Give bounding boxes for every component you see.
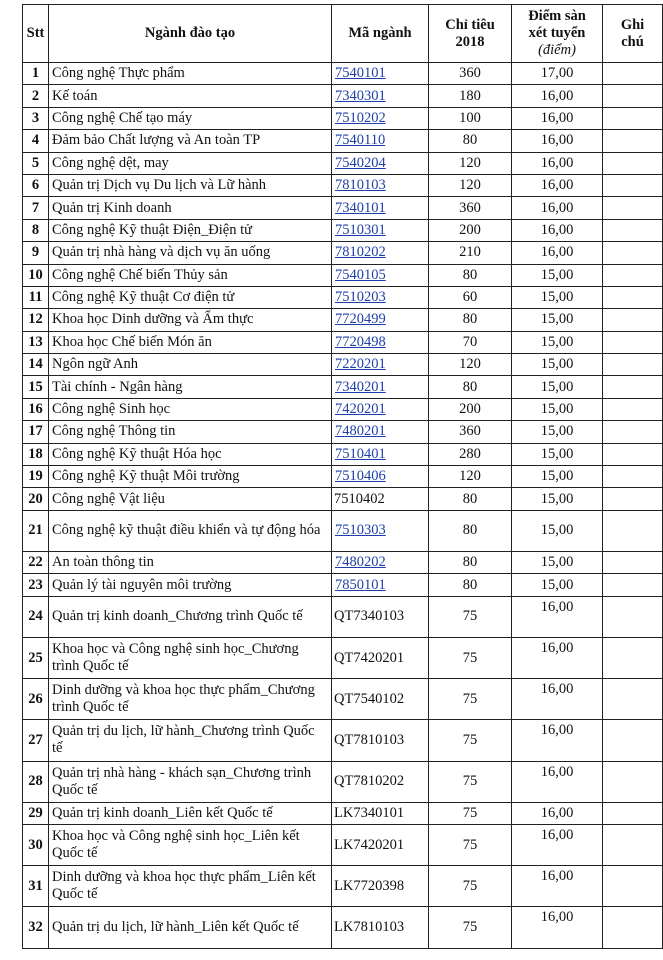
min-score: 16,00 [512, 866, 603, 907]
major-code-link[interactable]: 7540110 [335, 132, 386, 149]
table-row [23, 510, 663, 551]
min-score: 16,00 [512, 679, 603, 720]
quota-2018: 75 [429, 761, 512, 802]
table-row [23, 679, 663, 720]
major-name: Công nghệ Thực phẩm [49, 63, 332, 85]
note-cell [603, 174, 663, 196]
major-code-link[interactable]: 7540101 [335, 65, 386, 82]
major-code-cell [332, 242, 429, 264]
quota-2018: 100 [429, 107, 512, 129]
quota-2018: 280 [429, 443, 512, 465]
note-cell [603, 130, 663, 152]
table-row [23, 802, 663, 824]
row-number: 12 [23, 309, 49, 331]
row-number: 11 [23, 286, 49, 308]
major-code-cell [332, 152, 429, 174]
major-code: QT7540102 [332, 679, 429, 720]
min-score: 16,00 [512, 130, 603, 152]
min-score: 16,00 [512, 174, 603, 196]
major-code-link[interactable]: 7480202 [335, 554, 386, 571]
major-code-link[interactable]: 7510406 [335, 468, 386, 485]
min-score: 17,00 [512, 63, 603, 85]
major-code-cell [332, 85, 429, 107]
table-row [23, 264, 663, 286]
note-cell [603, 354, 663, 376]
table-row [23, 331, 663, 353]
row-number: 5 [23, 152, 49, 174]
header-quota [429, 5, 512, 63]
table-row [23, 197, 663, 219]
note-cell [603, 574, 663, 596]
major-code-cell [332, 574, 429, 596]
major-name: Quản trị kinh doanh_Chương trình Quốc tế [49, 596, 332, 637]
table-row [23, 85, 663, 107]
major-code-link[interactable]: 7540105 [335, 266, 386, 283]
min-score: 15,00 [512, 488, 603, 510]
major-name: Công nghệ Kỹ thuật Hóa học [49, 443, 332, 465]
min-score: 16,00 [512, 242, 603, 264]
quota-2018: 70 [429, 331, 512, 353]
quota-2018: 80 [429, 574, 512, 596]
min-score: 16,00 [512, 219, 603, 241]
major-name: Dinh dưỡng và khoa học thực phẩm_Chương trình Quốc tế [49, 679, 332, 720]
major-code: QT7810202 [332, 761, 429, 802]
row-number: 2 [23, 85, 49, 107]
quota-2018: 80 [429, 264, 512, 286]
table-row [23, 761, 663, 802]
quota-2018: 75 [429, 596, 512, 637]
table-row [23, 488, 663, 510]
major-code-cell [332, 309, 429, 331]
major-code-cell [332, 421, 429, 443]
header-row [23, 5, 663, 63]
major-name: Khoa học và Công nghệ sinh học_Liên kết Quốc tế [49, 825, 332, 866]
note-cell [603, 107, 663, 129]
note-cell [603, 376, 663, 398]
major-code-cell [332, 286, 429, 308]
major-code-link[interactable]: 7480201 [335, 423, 386, 440]
major-code-cell [332, 398, 429, 420]
quota-2018: 60 [429, 286, 512, 308]
table-row [23, 376, 663, 398]
major-code-link[interactable]: 7810202 [335, 244, 386, 261]
major-code: LK7720398 [332, 866, 429, 907]
min-score: 15,00 [512, 466, 603, 488]
min-score: 15,00 [512, 443, 603, 465]
note-cell [603, 264, 663, 286]
major-code-link[interactable]: 7850101 [335, 576, 386, 593]
min-score: 15,00 [512, 264, 603, 286]
note-cell [603, 488, 663, 510]
quota-2018: 210 [429, 242, 512, 264]
major-name: Công nghệ Kỹ thuật Môi trường [49, 466, 332, 488]
quota-2018: 75 [429, 907, 512, 948]
min-score: 16,00 [512, 825, 603, 866]
header-quota-line2: 2018 [455, 33, 485, 50]
header-score-unit: (điểm) [538, 42, 576, 58]
header-score-line2: xét tuyển [528, 25, 586, 41]
quota-2018: 80 [429, 376, 512, 398]
major-code: LK7340101 [332, 802, 429, 824]
major-code-link[interactable]: 7510202 [335, 109, 386, 126]
major-name: Quản trị kinh doanh_Liên kết Quốc tế [49, 802, 332, 824]
note-cell [603, 421, 663, 443]
table-row [23, 242, 663, 264]
major-code-link[interactable]: 7340101 [335, 199, 386, 216]
major-code: LK7810103 [332, 907, 429, 948]
major-code-cell [332, 107, 429, 129]
row-number: 22 [23, 552, 49, 574]
major-name: Công nghệ Sinh học [49, 398, 332, 420]
table-row [23, 443, 663, 465]
note-cell [603, 907, 663, 948]
row-number: 27 [23, 720, 49, 761]
major-code-cell [332, 510, 429, 551]
row-number: 32 [23, 907, 49, 948]
note-cell [603, 866, 663, 907]
min-score: 16,00 [512, 152, 603, 174]
note-cell [603, 63, 663, 85]
major-code-link[interactable]: 7220201 [335, 356, 386, 373]
table-row [23, 107, 663, 129]
major-code-link[interactable]: 7540204 [335, 154, 386, 171]
major-code-link[interactable]: 7510301 [335, 221, 386, 238]
row-number: 9 [23, 242, 49, 264]
major-name: Tài chính - Ngân hàng [49, 376, 332, 398]
major-name: Khoa học và Công nghệ sinh học_Chương trình Quốc tế [49, 637, 332, 678]
header-stt: Stt [23, 5, 49, 63]
header-score-line1: Điểm sàn [528, 8, 586, 24]
row-number: 26 [23, 679, 49, 720]
row-number: 29 [23, 802, 49, 824]
major-name: Quản trị nhà hàng và dịch vụ ăn uống [49, 242, 332, 264]
major-code-cell [332, 331, 429, 353]
min-score: 15,00 [512, 574, 603, 596]
major-name: Công nghệ Vật liệu [49, 488, 332, 510]
quota-2018: 360 [429, 63, 512, 85]
major-code-link[interactable]: 7720498 [335, 333, 386, 350]
row-number: 20 [23, 488, 49, 510]
note-cell [603, 637, 663, 678]
note-cell [603, 596, 663, 637]
note-cell [603, 802, 663, 824]
table-row [23, 286, 663, 308]
row-number: 3 [23, 107, 49, 129]
major-code-link[interactable]: 7510203 [335, 289, 386, 306]
major-code-cell [332, 443, 429, 465]
min-score: 15,00 [512, 552, 603, 574]
min-score: 15,00 [512, 510, 603, 551]
major-code: 7510402 [332, 488, 429, 510]
major-name: Quản lý tài nguyên môi trường [49, 574, 332, 596]
row-number: 16 [23, 398, 49, 420]
min-score: 16,00 [512, 802, 603, 824]
major-code-cell [332, 174, 429, 196]
major-code: QT7810103 [332, 720, 429, 761]
major-name: Quản trị du lịch, lữ hành_Chương trình Quốc tế [49, 720, 332, 761]
major-code: QT7420201 [332, 637, 429, 678]
major-name: Công nghệ Kỹ thuật Cơ điện tử [49, 286, 332, 308]
table-row [23, 466, 663, 488]
major-name: Khoa học Dinh dưỡng và Ẩm thực [49, 309, 332, 331]
major-name: Công nghệ kỹ thuật điều khiển và tự động hóa [49, 510, 332, 551]
quota-2018: 75 [429, 720, 512, 761]
note-cell [603, 443, 663, 465]
major-name: Công nghệ dệt, may [49, 152, 332, 174]
row-number: 28 [23, 761, 49, 802]
note-cell [603, 761, 663, 802]
note-cell [603, 825, 663, 866]
note-cell [603, 286, 663, 308]
row-number: 15 [23, 376, 49, 398]
row-number: 30 [23, 825, 49, 866]
major-code-cell [332, 552, 429, 574]
min-score: 16,00 [512, 761, 603, 802]
major-code-cell [332, 219, 429, 241]
note-cell [603, 242, 663, 264]
table-row [23, 130, 663, 152]
quota-2018: 200 [429, 219, 512, 241]
note-cell [603, 398, 663, 420]
major-code-cell [332, 63, 429, 85]
major-name: Quản trị du lịch, lữ hành_Liên kết Quốc tế [49, 907, 332, 948]
quota-2018: 120 [429, 354, 512, 376]
row-number: 4 [23, 130, 49, 152]
major-name: Công nghệ Kỹ thuật Điện_Điện tử [49, 219, 332, 241]
major-code-cell [332, 376, 429, 398]
table-row [23, 152, 663, 174]
header-note-line1: Ghi [620, 16, 645, 33]
table-row [23, 720, 663, 761]
table-row [23, 174, 663, 196]
major-code-cell [332, 354, 429, 376]
table-row [23, 219, 663, 241]
quota-2018: 120 [429, 174, 512, 196]
major-name: Công nghệ Chế tạo máy [49, 107, 332, 129]
table-row [23, 907, 663, 948]
note-cell [603, 197, 663, 219]
major-name: Đảm bảo Chất lượng và An toàn TP [49, 130, 332, 152]
note-cell [603, 552, 663, 574]
table-row [23, 825, 663, 866]
major-code-link[interactable]: 7810103 [335, 177, 386, 194]
quota-2018: 75 [429, 679, 512, 720]
table-row [23, 596, 663, 637]
table-row [23, 552, 663, 574]
min-score: 15,00 [512, 331, 603, 353]
row-number: 8 [23, 219, 49, 241]
admissions-table [22, 4, 663, 949]
row-number: 14 [23, 354, 49, 376]
major-code-cell [332, 130, 429, 152]
note-cell [603, 466, 663, 488]
quota-2018: 180 [429, 85, 512, 107]
quota-2018: 75 [429, 802, 512, 824]
major-name: Kế toán [49, 85, 332, 107]
header-score [512, 5, 603, 63]
major-name: Công nghệ Chế biến Thủy sản [49, 264, 332, 286]
table-row [23, 866, 663, 907]
quota-2018: 75 [429, 866, 512, 907]
table-row [23, 354, 663, 376]
major-name: Dinh dưỡng và khoa học thực phẩm_Liên kết Quốc tế [49, 866, 332, 907]
quota-2018: 120 [429, 152, 512, 174]
row-number: 24 [23, 596, 49, 637]
major-name: Khoa học Chế biến Món ăn [49, 331, 332, 353]
row-number: 17 [23, 421, 49, 443]
major-code-cell [332, 466, 429, 488]
min-score: 16,00 [512, 85, 603, 107]
header-note-line2: chú [621, 33, 644, 50]
header-major: Ngành đào tạo [49, 5, 332, 63]
major-code-link[interactable]: 7720499 [335, 311, 386, 328]
quota-2018: 360 [429, 421, 512, 443]
row-number: 31 [23, 866, 49, 907]
major-code-cell [332, 197, 429, 219]
row-number: 18 [23, 443, 49, 465]
min-score: 16,00 [512, 907, 603, 948]
note-cell [603, 85, 663, 107]
min-score: 15,00 [512, 354, 603, 376]
major-name: An toàn thông tin [49, 552, 332, 574]
row-number: 7 [23, 197, 49, 219]
note-cell [603, 510, 663, 551]
quota-2018: 80 [429, 552, 512, 574]
major-code-cell [332, 264, 429, 286]
row-number: 1 [23, 63, 49, 85]
quota-2018: 80 [429, 130, 512, 152]
note-cell [603, 331, 663, 353]
min-score: 16,00 [512, 197, 603, 219]
note-cell [603, 720, 663, 761]
quota-2018: 75 [429, 825, 512, 866]
min-score: 15,00 [512, 421, 603, 443]
row-number: 13 [23, 331, 49, 353]
major-code-link[interactable]: 7510401 [335, 445, 386, 462]
row-number: 19 [23, 466, 49, 488]
table-row [23, 574, 663, 596]
min-score: 15,00 [512, 309, 603, 331]
quota-2018: 80 [429, 488, 512, 510]
row-number: 23 [23, 574, 49, 596]
major-code-link[interactable]: 7510303 [335, 522, 386, 539]
min-score: 16,00 [512, 720, 603, 761]
min-score: 15,00 [512, 286, 603, 308]
major-name: Quản trị nhà hàng - khách sạn_Chương trình Quốc tế [49, 761, 332, 802]
header-code: Mã ngành [332, 5, 429, 63]
row-number: 6 [23, 174, 49, 196]
major-name: Quản trị Kinh doanh [49, 197, 332, 219]
min-score: 15,00 [512, 398, 603, 420]
header-note [603, 5, 663, 63]
major-code: QT7340103 [332, 596, 429, 637]
quota-2018: 120 [429, 466, 512, 488]
row-number: 21 [23, 510, 49, 551]
quota-2018: 200 [429, 398, 512, 420]
quota-2018: 360 [429, 197, 512, 219]
table-row [23, 309, 663, 331]
min-score: 16,00 [512, 637, 603, 678]
quota-2018: 80 [429, 510, 512, 551]
quota-2018: 80 [429, 309, 512, 331]
note-cell [603, 219, 663, 241]
min-score: 16,00 [512, 107, 603, 129]
major-code: LK7420201 [332, 825, 429, 866]
note-cell [603, 152, 663, 174]
major-name: Quản trị Dịch vụ Du lịch và Lữ hành [49, 174, 332, 196]
table-row [23, 637, 663, 678]
major-code-link[interactable]: 7420201 [335, 401, 386, 418]
major-code-link[interactable]: 7340301 [335, 87, 386, 104]
min-score: 15,00 [512, 376, 603, 398]
note-cell [603, 309, 663, 331]
table-row [23, 421, 663, 443]
header-quota-line1: Chỉ tiêu [445, 16, 495, 33]
table-row [23, 398, 663, 420]
row-number: 10 [23, 264, 49, 286]
quota-2018: 75 [429, 637, 512, 678]
major-name: Công nghệ Thông tin [49, 421, 332, 443]
min-score: 16,00 [512, 596, 603, 637]
major-name: Ngôn ngữ Anh [49, 354, 332, 376]
note-cell [603, 679, 663, 720]
major-code-link[interactable]: 7340201 [335, 378, 386, 395]
row-number: 25 [23, 637, 49, 678]
table-row [23, 63, 663, 85]
